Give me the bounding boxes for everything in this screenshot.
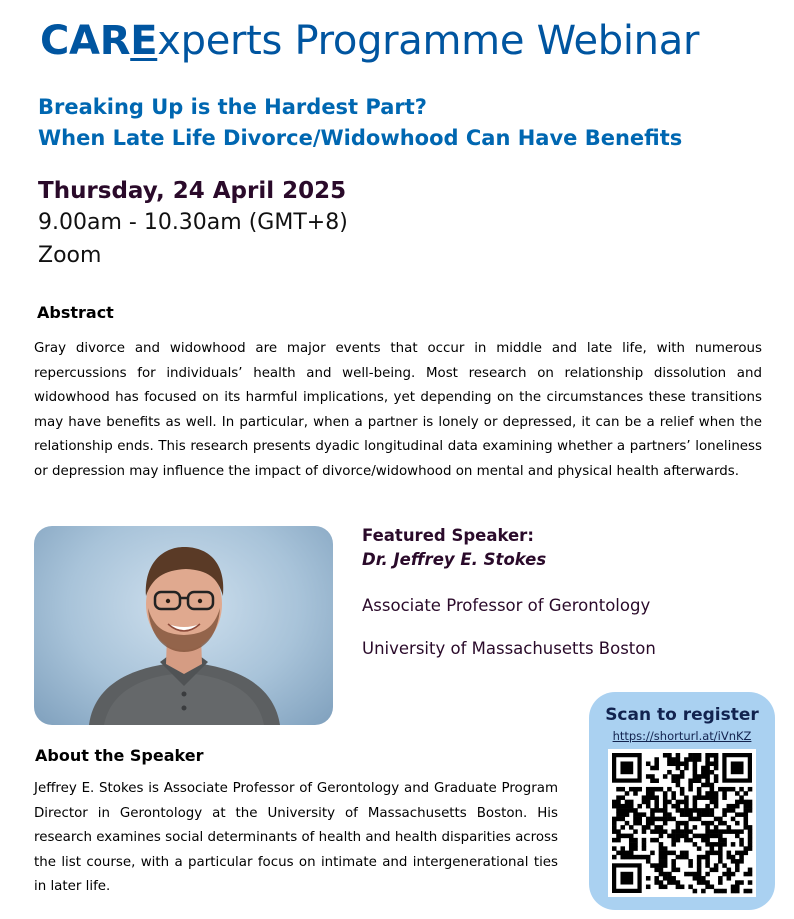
- register-link[interactable]: https://shorturl.at/iVnKZ: [612, 729, 752, 743]
- abstract-heading: Abstract: [37, 303, 114, 322]
- brand-rest: xperts Programme Webinar: [157, 18, 700, 64]
- about-heading: About the Speaker: [35, 746, 204, 765]
- subtitle-line-1: Breaking Up is the Hardest Part?: [38, 95, 427, 119]
- qr-code[interactable]: [608, 749, 756, 897]
- subtitle-line-2: When Late Life Divorce/Widowhood Can Have Benefits: [38, 126, 683, 150]
- brand-e: E: [130, 18, 158, 64]
- speaker-university: University of Massachusetts Boston: [362, 639, 656, 658]
- event-venue: Zoom: [38, 243, 102, 268]
- register-title: Scan to register: [605, 705, 759, 725]
- brand-care: CAR: [40, 18, 131, 64]
- speaker-role: Associate Professor of Gerontology: [362, 596, 651, 615]
- speaker-name: Dr. Jeffrey E. Stokes: [362, 550, 547, 569]
- featured-speaker-block: [362, 524, 656, 658]
- abstract-text: Gray divorce and widowhood are major events that occur in middle and late life, with numerous repercussions for individuals’ health and well-being. Most research on relationship dissolution and widowhood has focused on its harmful implications, yet depending on the circumstances these transitions may have benefits as well. In particular, when a partner is lonely or depressed, it can be a relief when the relationship ends. This research presents dyadic longitudinal data examining whether a partners’ loneliness or depression may influence the impact of divorce/widowhood on mental and physical health afterwards.: [34, 341, 762, 479]
- event-time: 9.00am - 10.30am (GMT+8): [38, 210, 348, 235]
- featured-speaker-label: Featured Speaker:: [362, 526, 534, 545]
- speaker-portrait-illustration: [34, 526, 333, 725]
- about-text: Jeffrey E. Stokes is Associate Professor of Gerontology and Graduate Program Director in Gerontology at the University of Massachusetts Boston. His research examines social determinants of health and health disparities across the list course, with a particular focus on intimate and intergenerational ties in later life.: [34, 781, 558, 894]
- event-date: Thursday, 24 April 2025: [38, 178, 347, 204]
- qr-code-graphic: [608, 749, 756, 897]
- register-box: [589, 692, 775, 910]
- webinar-subtitle: [38, 92, 682, 154]
- speaker-photo: [34, 526, 333, 725]
- page-title: [40, 18, 699, 64]
